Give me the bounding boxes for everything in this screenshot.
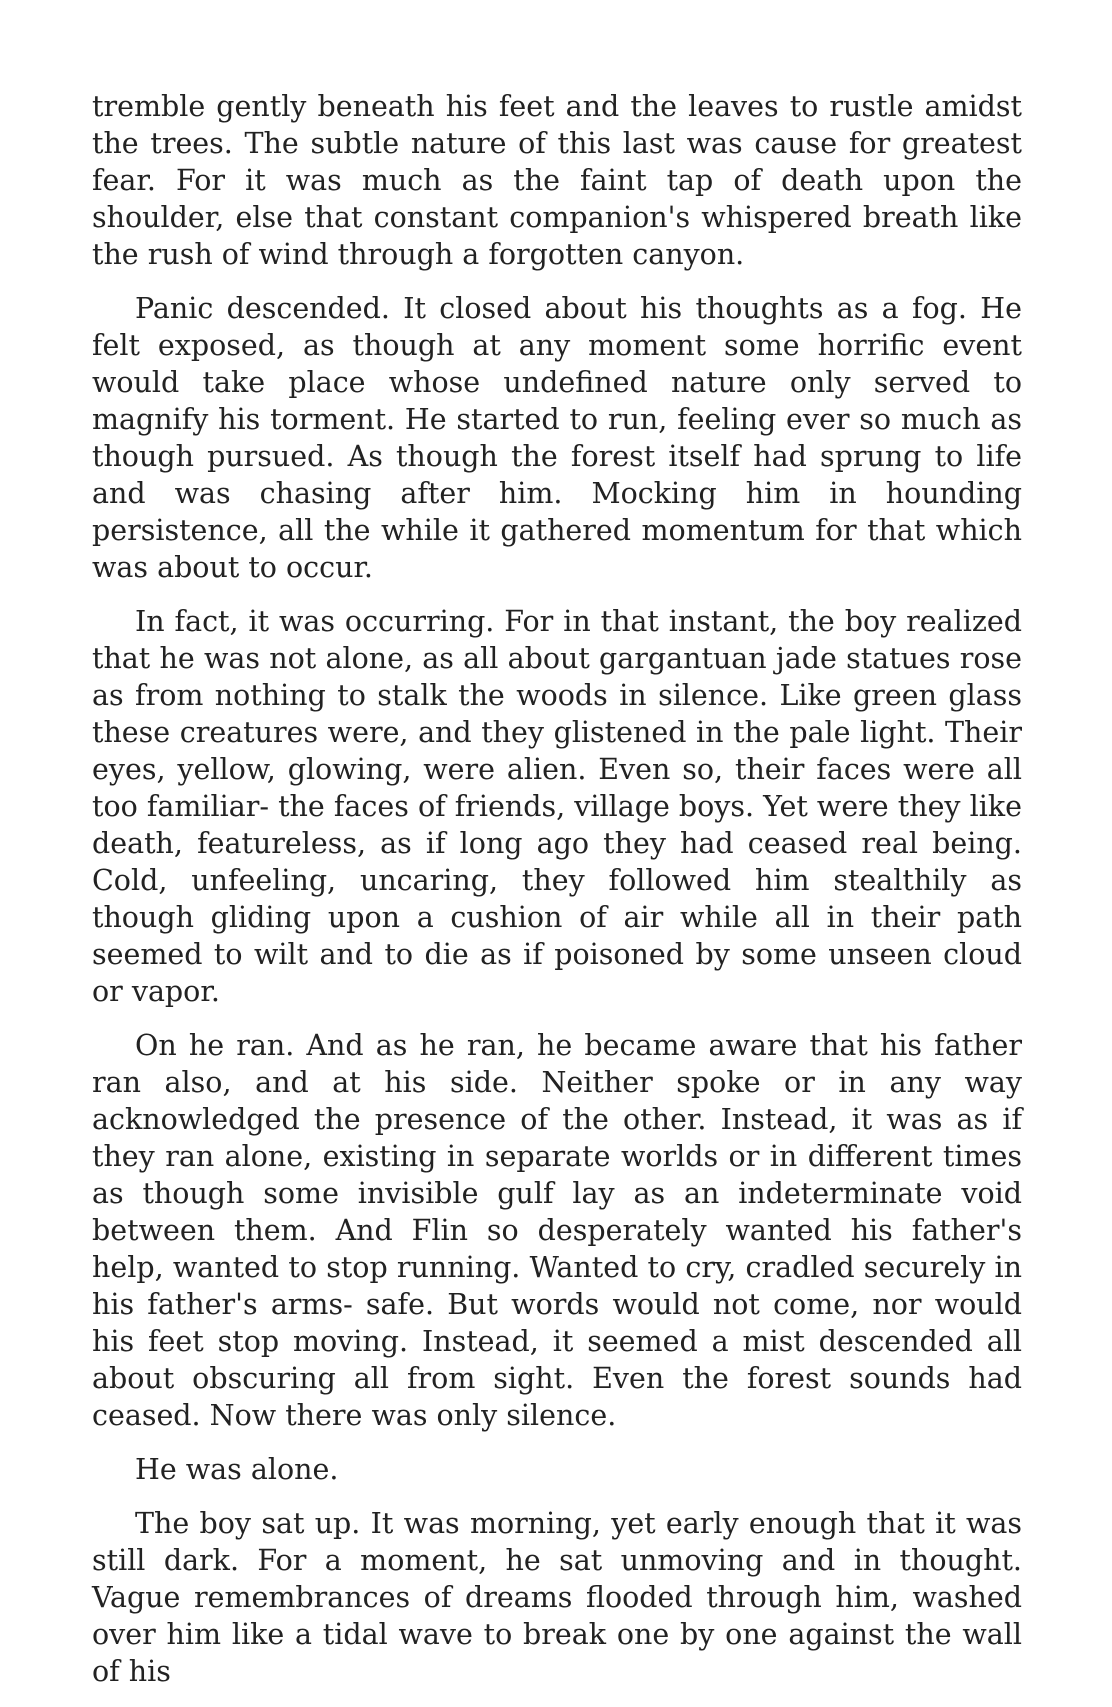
page-body — [92, 88, 1022, 1707]
paragraph-5: He was alone. — [135, 1453, 339, 1486]
paragraph-3: In fact, it was occurring. For in that instant, the boy realized that he was not alone, as all about gargantuan jade statues rose as from nothing to stalk the woods in silence. Like green glass these creatures were, and they glistened in the pale light. Their eyes, yellow, glowing, were alien. Even so, their faces were all too familiar- the faces of friends, village boys. Yet were they like death, featureless, as if long ago they had ceased real being. Cold, unfeeling, uncaring, they followed him stealthily as though gliding upon a cushion of air while all in their path seemed to wilt and to die as if poisoned by some unseen cloud or vapor. — [92, 605, 1022, 1008]
paragraph-2: Panic descended. It closed about his thoughts as a fog. He felt exposed, as though at any moment some horrific event would take place whose undefined nature only served to magnify his torment. He started to run, feeling ever so much as though pursued. As though the forest itself had sprung to life and was chasing after him. Mocking him in hounding persistence, all the while it gathered momentum for that which was about to occur. — [92, 292, 1022, 584]
paragraph-4: On he ran. And as he ran, he became aware that his father ran also, and at his side. Neither spoke or in any way acknowledged the presence of the other. Instead, it was as if they ran alone, existing in separate worlds or in different times as though some invisible gulf lay as an indeterminate void between them. And Flin so desperately wanted his father's help, wanted to stop running. Wanted to cry, cradled securely in his father's arms- safe. But words would not come, nor would his feet stop moving. Instead, it seemed a mist descended all about obscuring all from sight. Even the forest sounds had ceased. Now there was only silence. — [92, 1029, 1022, 1432]
paragraph-6: The boy sat up. It was morning, yet early enough that it was still dark. For a moment, he sat unmoving and in thought. Vague remembrances of dreams flooded through him, washed over him like a tidal wave to break one by one against the wall of his — [92, 1507, 1022, 1688]
paragraph-1: tremble gently beneath his feet and the leaves to rustle amidst the trees. The subtle nature of this last was cause for greatest fear. For it was much as the faint tap of death upon the shoulder, else that constant companion's whispered breath like the rush of wind through a forgotten canyon. — [92, 90, 1022, 271]
